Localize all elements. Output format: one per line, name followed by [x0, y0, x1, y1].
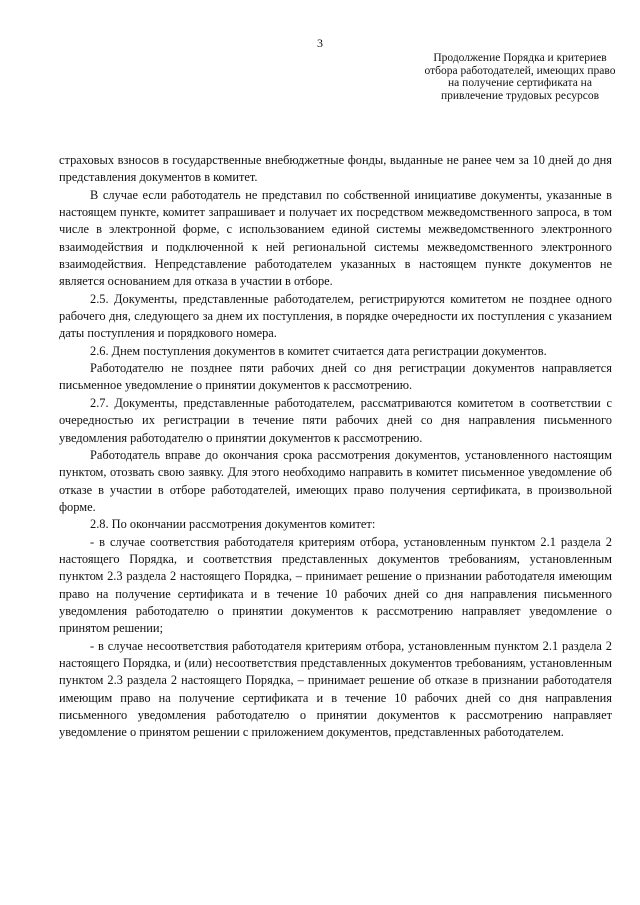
paragraph-continuation: страховых взносов в государственные внебюджетные фонды, выданные не ранее чем за 10 дней до дня представления документов в комитет.	[59, 153, 612, 185]
paragraph-2-8: 2.8. По окончании рассмотрения документов комитет:	[90, 517, 376, 532]
paragraph-approval-case: - в случае соответствия работодателя критериям отбора, установленным пунктом 2.1 раздела 2 настоящего Порядка, и соответствия представленных документов требованиям, установленным пунктом 2.3 раздела 2 настоящего Порядка, – принимает решение о признании работодателя имеющим право на получение сертификата и в течение 10 рабочих дней со дня направления письменного уведомления работодателю о принятии документов к рассмотрению направляет уведомление о принятом решении;	[59, 534, 612, 636]
paragraph-acceptance-notice: Работодателю не позднее пяти рабочих дней со дня регистрации документов направляется письменное уведомление о принятии документов к рассмотрению.	[59, 361, 612, 393]
paragraph-withdrawal: Работодатель вправе до окончания срока рассмотрения документов, установленного настоящим пунктом, отозвать свою заявку. Для этого необходимо направить в комитет письменное уведомление об отказе в участии в отборе работодателей, имеющих право получения сертификата, в произвольной форме.	[59, 447, 612, 514]
document-body	[59, 152, 612, 742]
paragraph-refusal-case: - в случае несоответствия работодателя критериям отбора, установленным пунктом 2.1 раздела 2 настоящего Порядка, и (или) несоответствия представленных документов требованиям, установленным пунктом 2.3 раздела 2 настоящего Порядка, – принимает решение об отказе в признании работодателя имеющим право на получение сертификата и в течение 10 рабочих дней со дня направления письменного уведомления работодателю о принятии документов к рассмотрению направляет уведомление о принятом решении с приложением документов, представленных работодателем.	[59, 638, 612, 740]
paragraph-2-6: 2.6. Днем поступления документов в комитет считается дата регистрации документов.	[90, 343, 547, 358]
paragraph-2-7: 2.7. Документы, представленные работодателем, рассматриваются комитетом в соответствии с очередностью их регистрации в течение пяти рабочих дней со дня направления письменного уведомления работодателю о принятии документов к рассмотрению.	[59, 395, 612, 445]
page-number: 3	[317, 36, 323, 50]
paragraph-interagency-request: В случае если работодатель не представил по собственной инициативе документы, указанные в настоящем пункте, комитет запрашивает и получает их посредством межведомственного запроса, в том числе в электронной форме, с использованием единой системы межведомственного электронного взаимодействия и подключенной к ней региональной системы межведомственного электронного взаимодействия. Непредставление работодателем указанных в настоящем пункте документов не является основанием для отказа в участии в отборе.	[59, 187, 612, 289]
header-note: Продолжение Порядка и критериев отбора работодателей, имеющих право на получение сертификата на привлечение трудовых ресурсов	[424, 52, 616, 102]
paragraph-2-5: 2.5. Документы, представленные работодателем, регистрируются комитетом не позднее одного рабочего дня, следующего за днем их поступления, в порядке очередности их поступления с указанием даты поступления и порядкового номера.	[59, 291, 612, 341]
